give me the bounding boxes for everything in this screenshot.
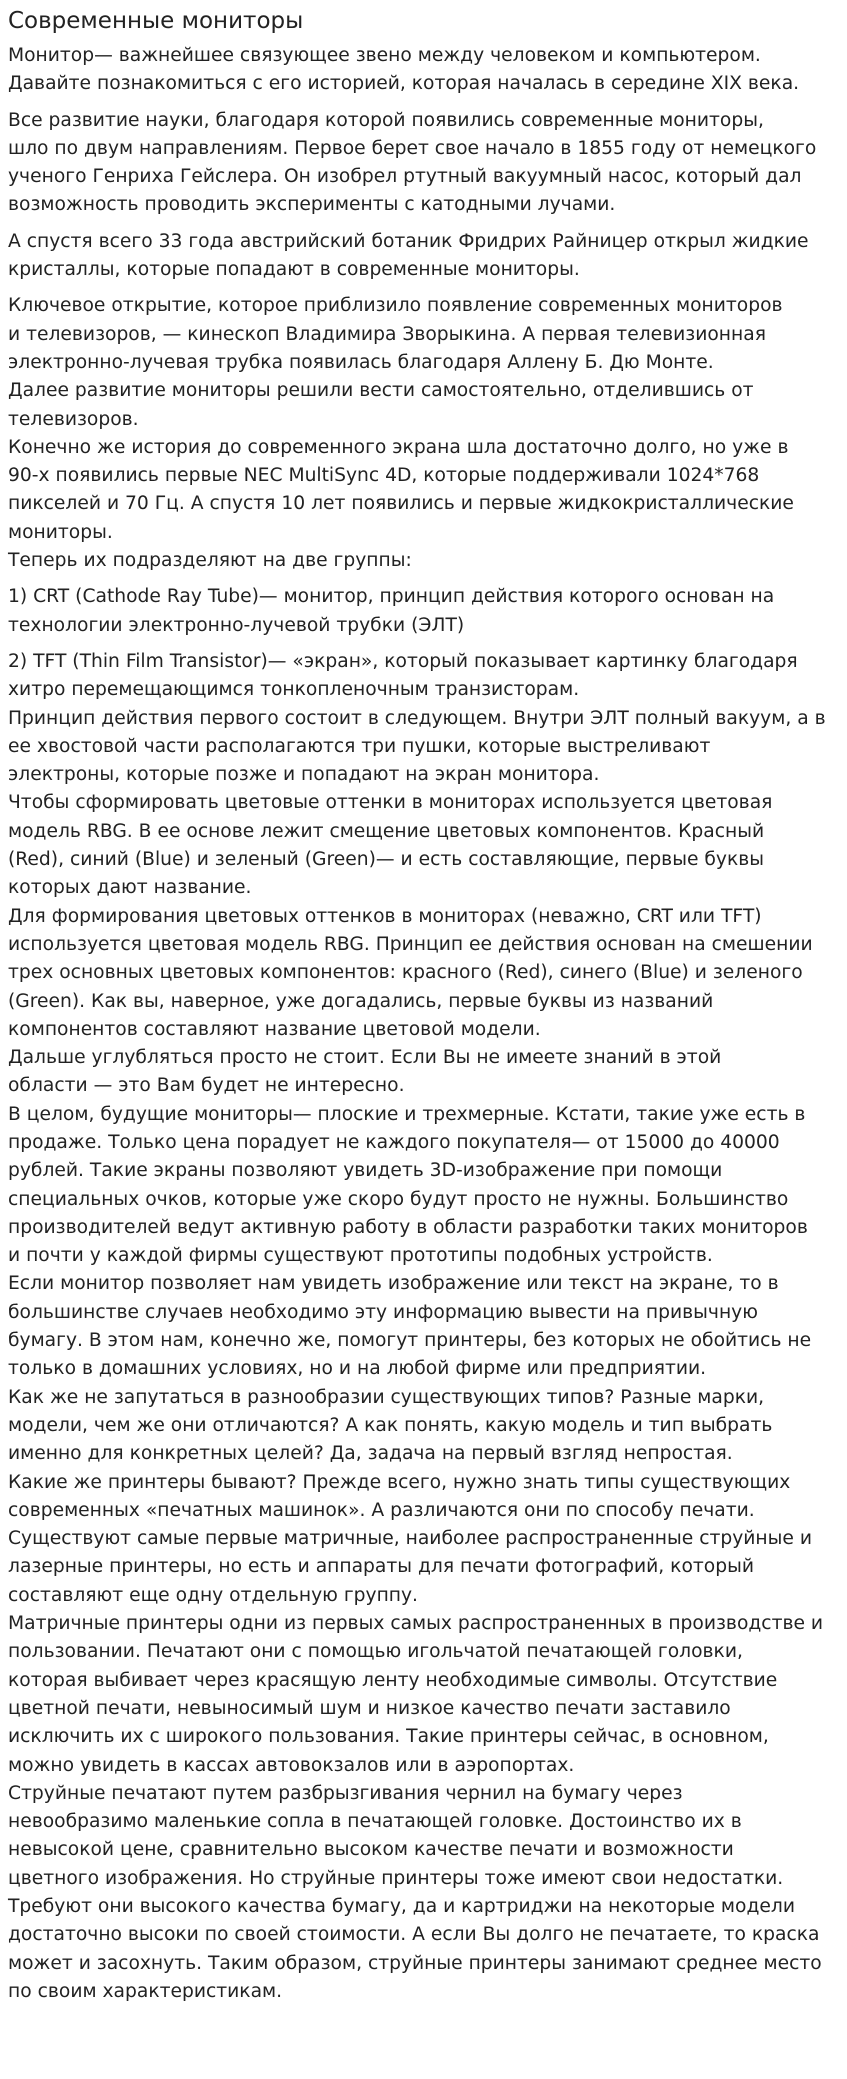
text-line: Давайте познакомиться с его историей, которая началась в середине XIX века. bbox=[8, 73, 800, 95]
text-line: Как же не запутаться в разнообразии существующих типов? Разные марки, bbox=[8, 1386, 765, 1408]
text-line: Требуют они высокого качества бумагу, да и картриджи на некоторые модели bbox=[8, 1896, 795, 1917]
text-line: электроны, которые позже и попадают на экран монитора. bbox=[8, 764, 600, 786]
paragraph bbox=[8, 648, 847, 2006]
text-line: рублей. Такие экраны позволяют увидеть 3D-изображение при помощи bbox=[8, 1160, 723, 1182]
text-line: (Red), синий (Blue) и зеленый (Green)— и есть составляющие, первые буквы bbox=[8, 849, 765, 871]
text-line: Принцип действия первого состоит в следующем. Внутри ЭЛТ полный вакуум, а в bbox=[8, 707, 826, 729]
text-line: пользовании. Печатают они с помощью игольчатой печатающей головки, bbox=[8, 1641, 743, 1663]
text-line: модель RBG. В ее основе лежит смещение цветовых компонентов. Красный bbox=[8, 820, 765, 842]
text-line: ее хвостовой части располагаются три пушки, которые выстреливают bbox=[8, 735, 711, 757]
text-line: В целом, будущие мониторы— плоские и трехмерные. Кстати, такие уже есть в bbox=[8, 1103, 806, 1125]
text-line: Теперь их подразделяют на две группы: bbox=[8, 550, 412, 572]
text-line: компонентов составляют название цветовой модели. bbox=[8, 1018, 541, 1040]
paragraph bbox=[8, 42, 847, 99]
text-line: продаже. Только цена порадует не каждого покупателя— от 15000 до 40000 bbox=[8, 1131, 780, 1153]
text-line: мониторы. bbox=[8, 521, 113, 543]
text-line: кристаллы, которые попадают в современные мониторы. bbox=[8, 259, 580, 281]
text-line: хитро перемещающимся тонкопленочным транзисторам. bbox=[8, 679, 580, 701]
text-line: Конечно же история до современного экрана шла достаточно долго, но уже в bbox=[8, 436, 789, 458]
text-line: исключить их с широкого пользования. Такие принтеры сейчас, в основном, bbox=[8, 1726, 769, 1748]
text-line: Какие же принтеры бывают? Прежде всего, нужно знать типы существующих bbox=[8, 1471, 791, 1493]
text-line: шло по двум направлениям. Первое берет свое начало в 1855 году от немецкого bbox=[8, 137, 817, 159]
text-line: электронно-лучевая трубка появилась благодаря Аллену Б. Дю Монте. bbox=[8, 351, 714, 373]
text-line: Чтобы сформировать цветовые оттенки в мониторах используется цветовая bbox=[8, 792, 773, 814]
paragraph bbox=[8, 107, 847, 220]
text-line: Дальше углубляться просто не стоит. Если Вы не имеете знаний в этой bbox=[8, 1047, 722, 1069]
text-line: используется цветовая модель RBG. Принцип ее действия основан на смешении bbox=[8, 933, 813, 955]
text-line: невообразимо маленькие сопла в печатающей головке. Достоинство их в bbox=[8, 1811, 742, 1833]
text-line: составляют еще одну отдельную группу. bbox=[8, 1584, 419, 1606]
text-line: Ключевое открытие, которое приблизило появление современных мониторов bbox=[8, 295, 783, 317]
text-line: Струйные печатают путем разбрызгивания чернил на бумагу через bbox=[8, 1782, 683, 1804]
text-line: Существуют самые первые матричные, наиболее распространенные струйные и bbox=[8, 1528, 812, 1550]
text-line: именно для конкретных целей? Да, задача на первый взгляд непростая. bbox=[8, 1443, 733, 1465]
text-line: невысокой цене, сравнительно высоком качестве печати и возможности bbox=[8, 1839, 734, 1861]
text-line: и почти у каждой фирмы существуют прототипы подобных устройств. bbox=[8, 1245, 713, 1267]
text-line: (Green). Как вы, наверное, уже догадались, первые буквы из названий bbox=[8, 990, 714, 1012]
text-line: современных «печатных машинок». А различаются они по способу печати. bbox=[8, 1499, 755, 1521]
text-line: большинстве случаев необходимо эту информацию вывести на привычную bbox=[8, 1301, 758, 1323]
paragraph bbox=[8, 228, 847, 285]
text-line: достаточно высоки по своей стоимости. А если Вы долго не печатаете, то краска bbox=[8, 1924, 820, 1946]
paragraph bbox=[8, 292, 847, 575]
text-line: области — это Вам будет не интересно. bbox=[8, 1075, 405, 1097]
text-line: лазерные принтеры, но есть и аппараты для печати фотографий, который bbox=[8, 1556, 754, 1578]
text-line: цветного изображения. Но струйные принтеры тоже имеют свои недостатки. bbox=[8, 1867, 784, 1889]
text-line: ученого Генриха Гейслера. Он изобрел ртутный вакуумный насос, который дал bbox=[8, 166, 802, 188]
text-line: модели, чем же они отличаются? А как понять, какую модель и тип выбрать bbox=[8, 1414, 773, 1436]
text-line: 90-х появились первые NEC MultiSync 4D, которые поддерживали 1024*768 bbox=[8, 465, 760, 487]
text-line: 2) TFT (Thin Film Transistor)— «экран», который показывает картинку благодаря bbox=[8, 650, 798, 672]
text-line: цветной печати, невыносимый шум и низкое качество печати заставило bbox=[8, 1697, 731, 1719]
text-line: пикселей и 70 Гц. А спустя 10 лет появились и первые жидкокристаллические bbox=[8, 493, 794, 515]
text-line: технологии электронно-лучевой трубки (ЭЛТ) bbox=[8, 614, 465, 636]
article-body bbox=[8, 42, 847, 2006]
text-line: бумагу. В этом нам, конечно же, помогут принтеры, без которых не обойтись не bbox=[8, 1330, 812, 1352]
text-line: А спустя всего 33 года австрийский ботаник Фридрих Райницер открыл жидкие bbox=[8, 230, 809, 252]
paragraph bbox=[8, 583, 847, 640]
text-line: специальных очков, которые уже скоро будут просто не нужны. Большинство bbox=[8, 1188, 789, 1210]
text-line: 1) CRT (Cathode Ray Tube)— монитор, принцип действия которого основан на bbox=[8, 586, 775, 608]
text-line: по своим характеристикам. bbox=[8, 1980, 283, 2002]
text-line: Все развитие науки, благодаря которой появились современные мониторы, bbox=[8, 109, 764, 131]
text-line: Далее развитие мониторы решили вести самостоятельно, отделившись от bbox=[8, 380, 754, 402]
text-line: которая выбивает через красящую ленту необходимые символы. Отсутствие bbox=[8, 1669, 778, 1691]
text-line: телевизоров. bbox=[8, 408, 139, 430]
page-title: Современные мониторы bbox=[8, 8, 304, 34]
text-line: Если монитор позволяет нам увидеть изображение или текст на экране, то в bbox=[8, 1273, 779, 1295]
text-line: возможность проводить эксперименты с катодными лучами. bbox=[8, 194, 616, 216]
text-line: можно увидеть в кассах автовокзалов или в аэропортах. bbox=[8, 1754, 575, 1776]
text-line: только в домашних условиях, но и на любой фирме или предприятии. bbox=[8, 1358, 707, 1380]
text-line: производителей ведут активную работу в области разработки таких мониторов bbox=[8, 1216, 808, 1238]
text-line: Матричные принтеры одни из первых самых распространенных в производстве и bbox=[8, 1613, 824, 1635]
text-line: Для формирования цветовых оттенков в мониторах (неважно, CRT или TFT) bbox=[8, 905, 762, 927]
text-line: которых дают название. bbox=[8, 877, 252, 899]
text-line: может и засохнуть. Таким образом, струйные принтеры занимают среднее место bbox=[8, 1952, 822, 1974]
text-line: и телевизоров, — кинескоп Владимира Зворыкина. А первая телевизионная bbox=[8, 323, 766, 345]
text-line: трех основных цветовых компонентов: красного (Red), синего (Blue) и зеленого bbox=[8, 962, 803, 984]
text-line: Монитор— важнейшее связующее звено между человеком и компьютером. bbox=[8, 45, 761, 66]
